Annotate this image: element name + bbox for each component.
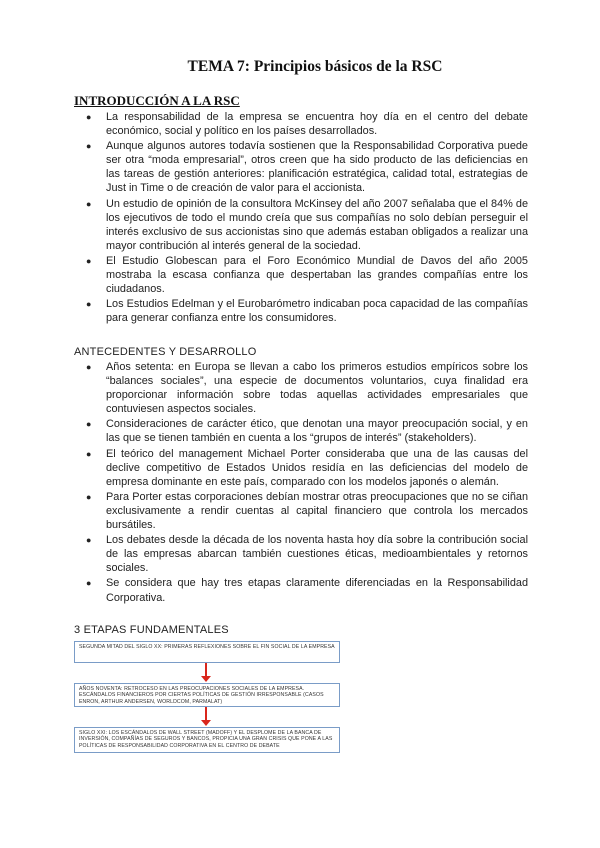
arrow-down-icon	[204, 663, 208, 683]
list-item: ● Se considera que hay tres etapas claramente diferenciadas en la Responsabilidad Corporativa.	[86, 577, 528, 604]
stage-box-3: SIGLO XXI: LOS ESCÁNDALOS DE WALL STREET (MADOFF) Y EL DESPLOME DE LA BANCA DE INVERSIÓN, COMPAÑÍAS DE SEGUROS Y BANCOS, PROPICIA UNA GRAN CRISIS QUE PONE A LAS POLÍTICAS DE RESPONSABILIDAD CORPORATIVA EN EL CENTRO DE DEBATE	[74, 727, 340, 753]
list-item: ● Los Estudios Edelman y el Eurobarómetro indicaban poca capacidad de las compañías para generar confianza entre los consumidores.	[86, 298, 528, 325]
list-item: ● Para Porter estas corporaciones debían mostrar otras preocupaciones que no se ciñan exclusivamente a rendir cuentas al capital financiero que controla los mercados bursátiles.	[86, 490, 528, 532]
etapas-heading: 3 ETAPAS FUNDAMENTALES	[74, 624, 229, 636]
list-item: ● Un estudio de opinión de la consultora McKinsey del año 2007 señalaba que el 84% de los ejecutivos de todo el mundo creía que sus compañías no solo debían perseguir el interés exclusivo de sus accionistas sino que además estaban obligados a realizar una mayor contribución al interés general de la sociedad.	[86, 197, 528, 252]
bullet-icon: ●	[86, 112, 92, 122]
list-item: ● Aunque algunos autores todavía sostienen que la Responsabilidad Corporativa puede ser otra “moda empresarial”, otros creen que ha sido producto de las deficiencias en las tareas de gestión anteriores: planificación estratégica, calidad total, estrategias de Just in Time o de creación de valor para el accionista.	[86, 140, 528, 195]
bullet-icon: ●	[86, 448, 92, 459]
arrow-down-icon	[204, 707, 208, 727]
stage-box-2: AÑOS NOVENTA: RETROCESO EN LAS PREOCUPACIONES SOCIALES DE LA EMPRESA. ESCÁNDALOS FINANCIEROS POR CIERTAS POLÍTICAS DE GESTIÓN IRRESPONSABLE (CASOS ENRON, ARTHUR ANDERSEN, WORLDCOM, PARMALAT)	[74, 683, 340, 707]
bullet-icon: ●	[86, 362, 92, 372]
list-item: ● Los debates desde la década de los noventa hasta hoy día sobre la contribución social de las empresas abarcan también cuestiones éticas, medioambientales y retornos sociales.	[86, 534, 528, 575]
list-item: ● El teórico del management Michael Porter consideraba que una de las causas del declive competitivo de Estados Unidos residía en las deficiencias del modelo de empresa dominante en este país, comparado con los modelos japonés o alemán.	[86, 447, 528, 488]
bullet-icon: ●	[86, 491, 92, 502]
bullet-icon: ●	[86, 535, 92, 546]
list-item: ● Años setenta: en Europa se llevan a cabo los primeros estudios empíricos sobre los “balances sociales”, una especie de documentos voluntarios, cuya finalidad era proporcionar información sobre todas aquellas actividades empresariales que contuviesen aspectos sociales.	[86, 361, 528, 416]
list-item: ● Consideraciones de carácter ético, que denotan una mayor preocupación social, y en las que se tienen también en cuenta a los “grupos de interés” (stakeholders).	[86, 418, 528, 445]
antecedentes-heading: ANTECEDENTES Y DESARROLLO	[74, 346, 257, 358]
intro-list	[74, 110, 528, 326]
list-item: ● La responsabilidad de la empresa se encuentra hoy día en el centro del debate económico, social y político en los países desarrollados.	[86, 111, 528, 138]
intro-heading: INTRODUCCIÓN A LA RSC	[74, 93, 240, 108]
bullet-icon: ●	[86, 255, 92, 266]
stage-box-1: SEGUNDA MITAD DEL SIGLO XX: PRIMERAS REFLEXIONES SOBRE EL FIN SOCIAL DE LA EMPRESA	[74, 641, 340, 663]
antecedentes-list	[74, 360, 528, 606]
bullet-icon: ●	[86, 419, 92, 430]
bullet-icon: ●	[86, 141, 92, 152]
bullet-icon: ●	[86, 578, 92, 589]
page-title: TEMA 7: Principios básicos de la RSC	[187, 58, 443, 75]
list-item: ● El Estudio Globescan para el Foro Económico Mundial de Davos del año 2005 mostraba la escasa confianza que despertaban las grandes compañías entre los ciudadanos.	[86, 254, 528, 296]
etapas-diagram	[74, 641, 340, 753]
bullet-icon: ●	[86, 198, 92, 209]
bullet-icon: ●	[86, 299, 92, 310]
